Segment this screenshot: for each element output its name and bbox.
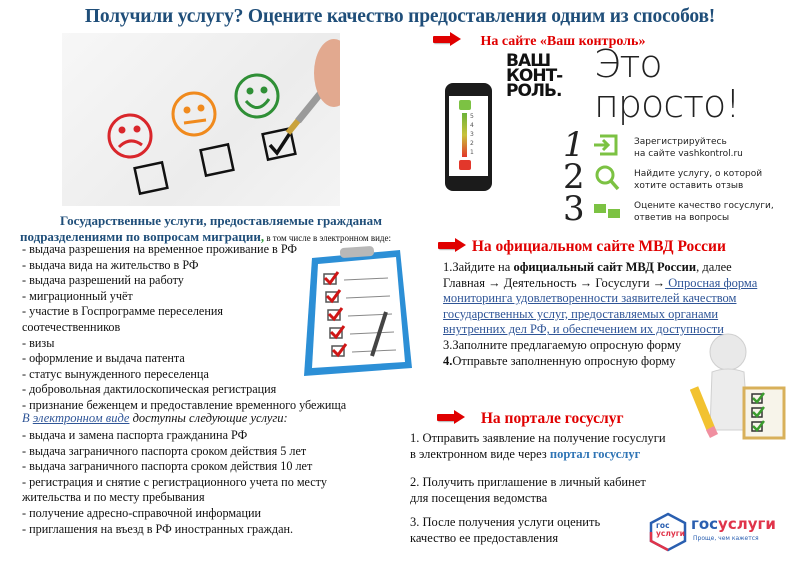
services-heading: Государственные услуги, предоставляемые гражданам подразделениями по вопросам миграции, в том числе в электронном виде:	[20, 213, 392, 244]
gos-step-3: 3. После получения услуги оценить качество ее предоставления	[410, 515, 601, 545]
happy-face-icon	[236, 75, 278, 117]
mvd-step-4: 4.Отправьте заполненную опросную форму	[443, 353, 676, 368]
clipboard-checklist-icon	[300, 244, 415, 379]
electronic-services-heading: В электронном виде доступны следующие услуги:	[22, 411, 288, 425]
smiley-rating-illustration	[62, 33, 340, 206]
electronic-services-list	[22, 428, 422, 537]
mvd-survey-link[interactable]: Опросная форма мониторинга удовлетворенности заявителей качеством государственных услуг, предоставляемых органами внутренних дел РФ, и обеспечением их доступности	[443, 275, 758, 337]
list-item: - выдача и замена паспорта гражданина РФ	[22, 428, 248, 442]
electronic-link[interactable]: электронном виде	[32, 411, 130, 425]
gosuslugi-heading: На портале госуслуг	[437, 410, 624, 428]
mvd-step-path: Главная → Деятельность → Госуслуги → Опросная форма мониторинга удовлетворенности заявителей качеством государственных услуг, предоставляемых органами внутренних дел РФ, и обеспечением их доступности	[443, 275, 758, 337]
list-item: - миграционный учёт	[22, 288, 133, 303]
gosuslugi-portal-link[interactable]: портал госуслуг	[549, 447, 641, 461]
search-icon	[594, 164, 620, 192]
gosuslugi-logo: гос услуги госуслуги Проще, чем кажется	[648, 512, 778, 552]
person-checklist-icon	[690, 330, 790, 440]
thumbs-up-icon	[459, 100, 471, 110]
list-item: - визы	[22, 335, 55, 350]
mvd-heading: На официальном сайте МВД России	[438, 238, 726, 256]
list-item: - выдача вида на жительство в РФ	[22, 257, 199, 272]
rating-scale	[462, 113, 467, 157]
list-item: - статус вынужденного переселенца	[22, 366, 209, 381]
list-item: - выдача разрешений на работу	[22, 273, 184, 288]
phone-illustration	[445, 83, 492, 191]
list-item: - выдача разрешения на временное проживание в РФ	[22, 242, 298, 256]
list-item: - выдача заграничного паспорта сроком действия 5 лет	[22, 443, 307, 458]
mvd-step-3: 3.Заполните предлагаемую опросную форму	[443, 337, 682, 352]
red-arrow-icon	[433, 33, 463, 45]
list-item: соотечественников	[22, 319, 121, 334]
list-item: - признание беженцем и предоставление временного убежища	[22, 397, 347, 412]
neutral-face-icon	[173, 93, 215, 135]
red-arrow-icon	[438, 239, 468, 251]
login-icon	[592, 134, 618, 156]
checkbox-sad	[135, 162, 168, 193]
list-item: - регистрация и снятие с регистрационного учета по месту	[22, 474, 327, 489]
checkmark-icon	[270, 133, 290, 153]
list-item: - оформление и выдача патента	[22, 351, 185, 366]
rating-photo	[62, 33, 340, 206]
mvd-step-1: 1.Зайдите на официальный сайт МВД России, далее	[443, 260, 732, 274]
slogan: Это просто!	[594, 42, 740, 126]
gos-step-2: 2. Получить приглашение в личный кабинет для посещения ведомства	[410, 475, 646, 505]
list-item: - получение адресно-справочной информации	[22, 505, 262, 520]
list-item: - участие в Госпрограмме переселения	[22, 304, 223, 319]
list-item: - приглашения на въезд в РФ иностранных граждан.	[22, 521, 294, 536]
list-item: - выдача заграничного паспорта сроком действия 10 лет	[22, 459, 313, 474]
vash-kontrol-heading: На сайте «Ваш контроль»	[433, 33, 645, 50]
red-arrow-icon	[437, 411, 467, 423]
thumbs-icon	[593, 198, 623, 222]
thumbs-down-icon	[459, 160, 471, 170]
sad-face-icon	[109, 115, 151, 157]
checkbox-neutral	[201, 144, 234, 175]
list-item: жительства и по месту пребывания	[22, 490, 205, 505]
rating-scale-labels: 5 4 3 2 1	[470, 113, 474, 156]
gos-step-1: 1. Отправить заявление на получение госуслуги в электронном виде через портал госуслуг	[410, 431, 666, 461]
list-item: - добровольная дактилоскопическая регистрация	[22, 382, 277, 397]
page-title: Получили услугу? Оцените качество предоставления одним из способов!	[84, 6, 716, 27]
vash-kontrol-logo: ВАШ КОНТ- РОЛЬ.	[506, 51, 563, 101]
